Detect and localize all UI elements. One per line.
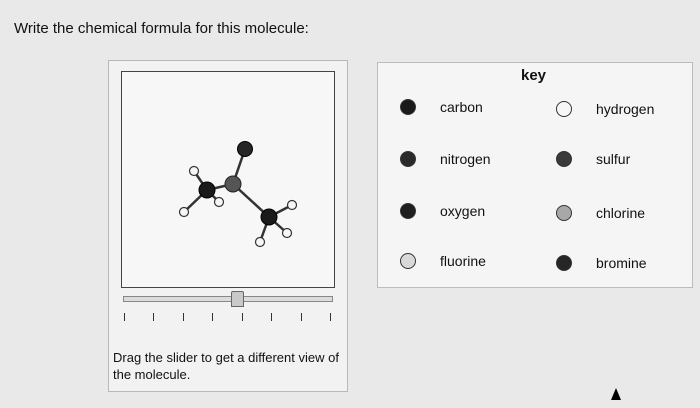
molecule-3d-model bbox=[122, 72, 334, 287]
hydrogen-swatch bbox=[556, 101, 572, 117]
key-label-hydrogen: hydrogen bbox=[596, 101, 655, 117]
slider-tick bbox=[301, 313, 302, 321]
element-key-panel bbox=[377, 62, 693, 288]
key-title: key bbox=[521, 67, 547, 84]
molecule-viewer-panel bbox=[108, 60, 348, 392]
key-item-chlorine bbox=[556, 205, 645, 221]
slider-tick bbox=[153, 313, 154, 321]
nitrogen-swatch bbox=[400, 151, 416, 167]
slider-tick bbox=[124, 313, 125, 321]
slider-track[interactable] bbox=[123, 296, 333, 302]
bromine-swatch bbox=[556, 255, 572, 271]
key-label-chlorine: chlorine bbox=[596, 205, 646, 221]
key-label-nitrogen: nitrogen bbox=[440, 151, 491, 167]
key-label-oxygen: oxygen bbox=[440, 203, 486, 219]
view-slider[interactable] bbox=[121, 293, 335, 323]
key-label-carbon: carbon bbox=[440, 99, 483, 115]
molecule-viewport[interactable] bbox=[121, 71, 335, 288]
mouse-pointer-icon bbox=[611, 388, 621, 400]
key-label-fluorine: fluorine bbox=[440, 253, 486, 269]
chlorine-swatch bbox=[556, 205, 572, 221]
key-label-sulfur: sulfur bbox=[596, 151, 631, 167]
slider-tick bbox=[212, 313, 213, 321]
slider-thumb[interactable] bbox=[231, 291, 244, 307]
slider-tick bbox=[242, 313, 243, 321]
key-item-oxygen bbox=[400, 203, 485, 219]
fluorine-swatch bbox=[400, 253, 416, 269]
key-item-hydrogen bbox=[556, 101, 654, 117]
slider-tick bbox=[183, 313, 184, 321]
key-item-bromine bbox=[556, 255, 647, 271]
key-label-bromine: bromine bbox=[596, 255, 647, 271]
slider-tick bbox=[271, 313, 272, 321]
carbon-swatch bbox=[400, 99, 416, 115]
slider-ticks bbox=[124, 313, 332, 321]
slider-tick bbox=[330, 313, 331, 321]
slider-hint: Drag the slider to get a different view of the molecule. bbox=[113, 350, 339, 382]
question-prompt: Write the chemical formula for this molecule: bbox=[14, 20, 309, 37]
key-item-sulfur bbox=[556, 151, 630, 167]
oxygen-swatch bbox=[400, 203, 416, 219]
key-item-nitrogen bbox=[400, 151, 491, 167]
key-item-carbon bbox=[400, 99, 483, 115]
sulfur-swatch bbox=[556, 151, 572, 167]
key-item-fluorine bbox=[400, 253, 486, 269]
